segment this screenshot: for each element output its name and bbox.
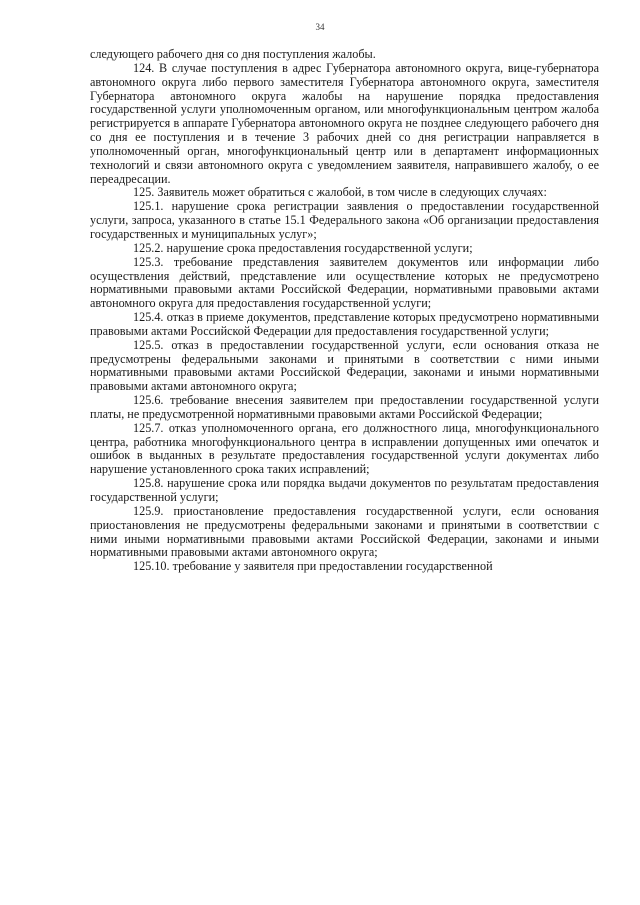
paragraph-125-2: 125.2. нарушение срока предоставления государственной услуги; [133, 240, 473, 255]
paragraph-125-1: 125.1. нарушение срока регистрации заявления о предоставлении государственной услуги, запроса, указанного в статье 15.1 Федерального закона «Об организации предоставления государственных и муниципальных услуг»; [90, 199, 599, 241]
paragraph-125-5: 125.5. отказ в предоставлении государственной услуги, если основания отказа не предусмотрены федеральными законами и принятыми в соответствии с ними иными нормативными правовыми актами Российской Федерации, законами и иными нормативными правовыми актами автономного округа; [90, 337, 599, 394]
paragraph-125-4: 125.4. отказ в приеме документов, представление которых предусмотрено нормативными правовыми актами Российской Федерации для предоставления государственной услуги; [90, 310, 599, 338]
paragraph-125-6: 125.6. требование внесения заявителем при предоставлении государственной услуги платы, не предусмотренной нормативными правовыми актами Российской Федерации; [90, 393, 599, 421]
page-number: 34 [315, 22, 325, 32]
paragraph-125-3: 125.3. требование представления заявителем документов или информации либо осуществления действий, представление или осуществление которых не предусмотрено нормативными правовыми актами Российской Федерации, нормативными правовыми актами автономного округа для предоставления государственной услуги; [90, 254, 599, 311]
paragraph-125: 125. Заявитель может обратиться с жалобой, в том числе в следующих случаях: [133, 185, 547, 200]
paragraph-125-7: 125.7. отказ уполномоченного органа, его должностного лица, многофункционального центра, работника многофункционального центра в исправлении допущенных ими опечаток и ошибок в выданных в результате предоставления государственной услуги документах либо нарушение установленного срока таких исправлений; [90, 420, 599, 477]
paragraph-124: 124. В случае поступления в адрес Губернатора автономного округа, вице-губернатора автономного округа либо первого заместителя Губернатора автономного округа, заместителя Губернатора автономного округа жалобы на нарушение порядка предоставления государственной услуги уполномоченным органом, или многофункциональным центром жалоба регистрируется в аппарате Губернатора автономного округа не позднее следующего рабочего дня со дня ее поступления и в течение 3 рабочих дней со дня регистрации направляется в уполномоченный орган, многофункциональный центр или в департамент информационных технологий и связи автономного округа с уведомлением заявителя, направившего жалобу, о ее переадресации. [90, 60, 599, 186]
paragraph-125-10: 125.10. требование у заявителя при предоставлении государственной [133, 559, 493, 574]
paragraph-125-8: 125.8. нарушение срока или порядка выдачи документов по результатам предоставления государственной услуги; [90, 476, 599, 504]
document-body [90, 48, 599, 574]
paragraph-125-9: 125.9. приостановление предоставления государственной услуги, если основания приостановления не предусмотрены федеральными законами и принятыми в соответствии с ними иными нормативными правовыми актами Российской Федерации, законами и иными нормативными правовыми актами автономного округа; [90, 503, 599, 560]
paragraph-continuation: следующего рабочего дня со дня поступления жалобы. [90, 47, 376, 61]
